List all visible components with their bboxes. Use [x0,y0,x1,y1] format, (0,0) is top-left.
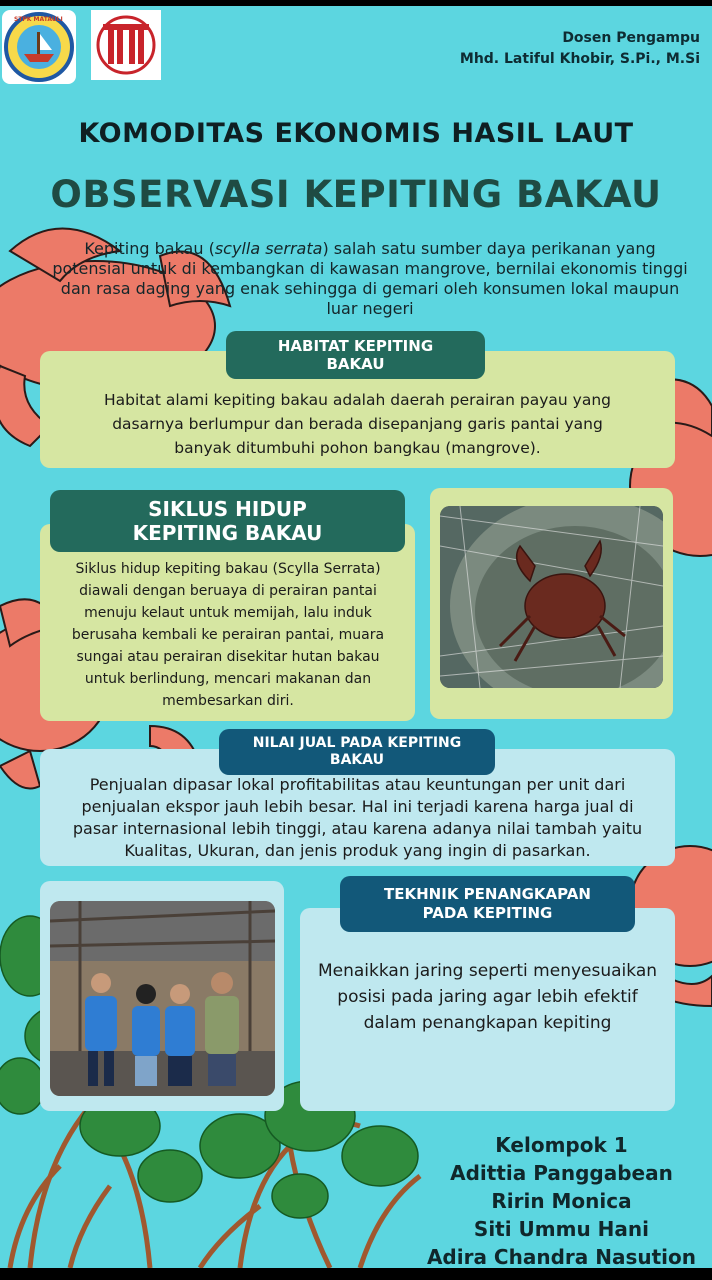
team-photo-frame [40,881,284,1111]
group-members [427,1131,696,1268]
member-4: Adira Chandra Nasution [426,1245,696,1268]
stpk-logo-text: STPK MATAULI [14,16,63,23]
group-name: Kelompok 1 [495,1133,628,1157]
habitat-header [226,331,485,379]
page-title: KOMODITAS EKONOMIS HASIL LAUT [78,118,634,149]
page-subtitle: OBSERVASI KEPITING BAKAU [50,173,662,216]
teknik-text: Menaikkan jaring seperti menyesuaikan posisi pada jaring agar lebih efektif dalam penangkapan kepiting [317,961,658,1033]
habitat-title: HABITAT KEPITING BAKAU [277,337,434,373]
intro-paragraph [50,239,690,319]
intro-text-start: Kepiting bakau ( [84,239,215,258]
siklus-text: Siklus hidup kepiting bakau (Scylla Serrata) diawali dengan beruaya di perairan pantai menuju kelaut untuk memijah, lalu induk berusaha kembali ke perairan pantai, muara sungai atau perairan disekitar hutan bakau untuk berlindung, mencari makanan dan membesarkan diri. [71,561,385,709]
crab-photo [440,506,663,688]
siklus-card [40,524,415,721]
lecturer-label: Dosen Pengampu [562,30,700,46]
university-logo [91,10,161,80]
member-1: Adittia Panggabean [450,1161,673,1185]
lecturer-name: Mhd. Latiful Khobir, S.Pi., M.Si [459,51,700,67]
siklus-header [50,490,405,552]
teknik-header [340,876,635,932]
team-photo [50,901,275,1096]
nilai-header [219,729,495,775]
member-2: Ririn Monica [491,1189,632,1213]
member-3: Siti Ummu Hani [473,1217,650,1241]
poster [0,6,712,1268]
habitat-text: Habitat alami kepiting bakau adalah daerah perairan payau yang dasarnya berlumpur dan berada disepanjang garis pantai yang banyak ditumbuhi pohon bangkau (mangrove). [103,391,612,457]
stpk-logo [2,10,76,84]
intro-scientific-name: scylla serrata [214,239,323,258]
nilai-title: NILAI JUAL PADA KEPITING BAKAU [252,735,462,768]
nilai-text: Penjualan dipasar lokal profitabilitas atau keuntungan per unit dari penjualan ekspor jauh lebih besar. Hal ini terjadi karena harga jual di pasar internasional lebih tinggi, atau karena adanya nilai tambah yaitu Kualitas, Ukuran, dan jenis produk yang ingin di pasarkan. [72,775,643,860]
siklus-title: SIKLUS HIDUP KEPITING BAKAU [132,497,323,545]
teknik-title: TEKHNIK PENANGKAPAN PADA KEPITING [384,885,591,922]
lecturer-info [460,28,700,70]
teknik-card [300,908,675,1111]
intro-text-end: ) salah satu sumber daya perikanan yang potensial untuk di kembangkan di kawasan mangrove, bernilai ekonomis tinggi dan rasa daging yang enak sehingga di gemari oleh konsumen lokal maupun luar negeri [52,239,688,318]
crab-photo-frame [430,488,673,719]
